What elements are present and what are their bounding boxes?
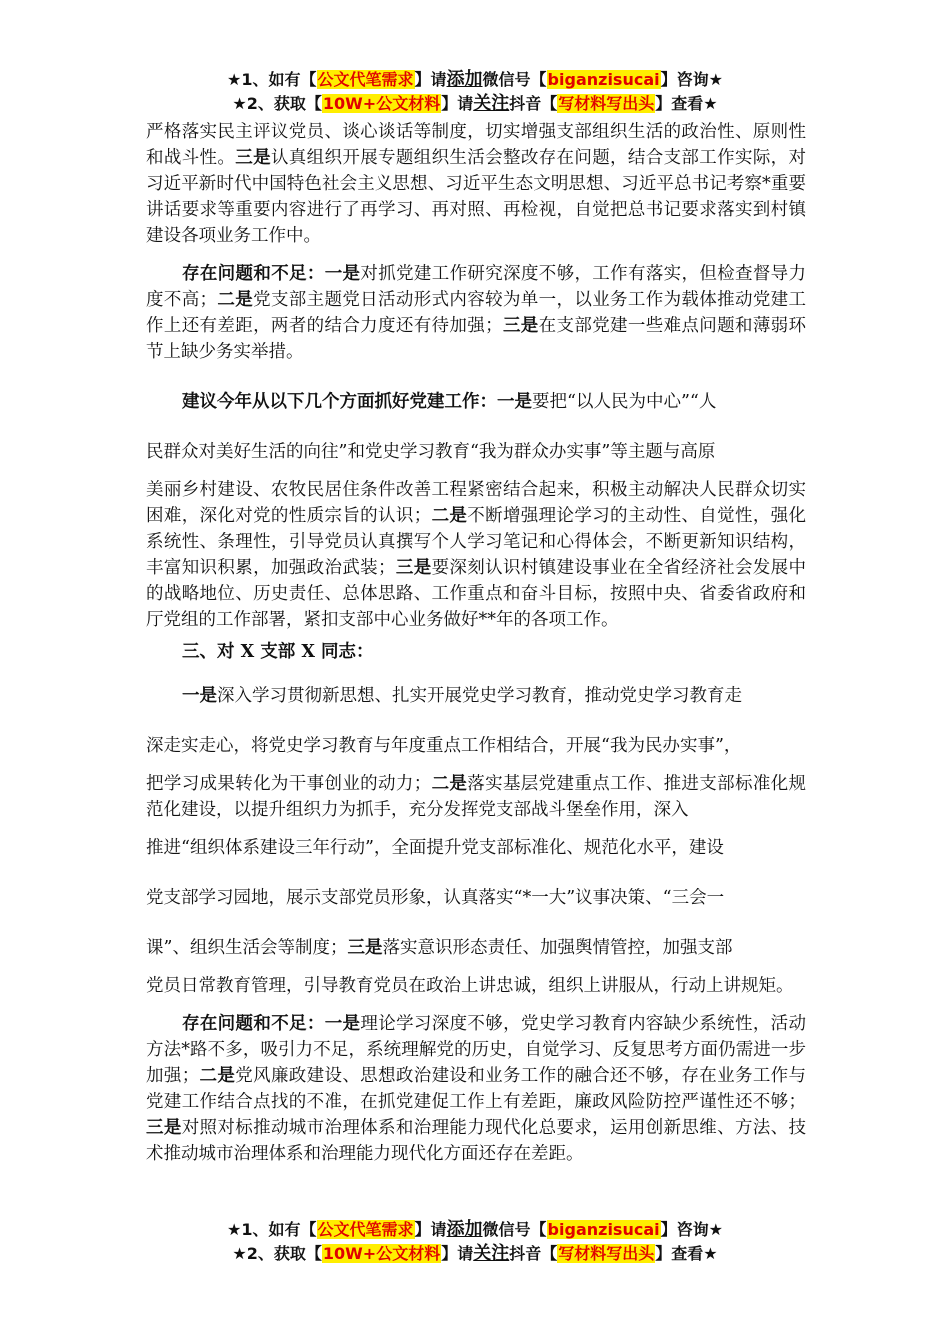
promo-text: ★2、获取【 [232, 1244, 322, 1263]
text: 不断增强理论学习的主动性、自觉性，强化系统性、条理性，引导党员认真撰写个人学习笔记和心得体会，不断更新知识结构，丰富知识积累，加强政治武装； [146, 506, 807, 578]
text: 对抓党建工作研究深度不够，工作有落实，但检查督导力度不高； [146, 264, 807, 310]
text-line: 深走实走心，将党史学习教育与年度重点工作相结合，开展“我为民办实事”， [146, 736, 742, 756]
text-line: 党支部学习园地，展示支部党员形象，认真落实“*一大”议事决策、“三会一 [146, 888, 725, 908]
text: 落实意识形态责任、加强舆情管控，加强支部 [382, 938, 733, 958]
promo-emphasis: 关注 [473, 93, 510, 114]
paragraph-problems-2 [146, 1011, 806, 1167]
promo-highlight: 公文代笔需求 [317, 70, 414, 89]
promo-banner-top [0, 68, 950, 116]
text: 课”、组织生活会等制度； [146, 938, 348, 958]
promo-text: 】请 [441, 1244, 474, 1263]
promo-text: 】查看★ [655, 1244, 718, 1263]
paragraph-suggestions [146, 377, 806, 633]
bold-marker: 二是 [217, 290, 254, 310]
text: 深入学习贯彻新思想、扎实开展党史学习教育，推动党史学习教育走 [217, 686, 742, 706]
text-line: 推进“组织体系建设三年行动”，全面提升党支部标准化、规范化水平，建设 [146, 838, 724, 858]
promo-banner-bottom [0, 1218, 950, 1266]
bold-marker: 一是 [324, 1014, 361, 1034]
text: 落实基层党建重点工作、推进支部标准化规范化建设，以提升组织力为抓手，充分发挥党支部战斗堡垒作用，深入 [146, 774, 807, 820]
promo-line-2 [0, 1242, 950, 1266]
promo-text: 】请 [414, 1220, 447, 1239]
promo-highlight: 10W+公文材料 [322, 94, 441, 113]
promo-text: ★1、如有【 [227, 70, 317, 89]
document-body [146, 119, 806, 1167]
section-heading: 存在问题和不足： [182, 1014, 325, 1034]
promo-line-1 [0, 1218, 950, 1242]
text-line [146, 671, 806, 721]
text: 美丽乡村建设、农牧民居住条件改善工程紧密结合起来，积极主动解决人民群众切实困难，深化对党的性质宗旨的认识； [146, 480, 806, 526]
promo-highlight: 公文代笔需求 [317, 1220, 414, 1239]
text-line: 民群众对美好生活的向往”和党史学习教育“我为群众办实事”等主题与高原 [146, 442, 716, 462]
text-line [146, 477, 806, 633]
promo-highlight: 10W+公文材料 [322, 1244, 441, 1263]
bold-marker: 三是 [146, 1118, 182, 1138]
promo-emphasis: 添加 [446, 1219, 483, 1240]
text-line [146, 923, 806, 973]
section-heading: 建议今年从以下几个方面抓好党建工作： [182, 392, 497, 412]
bold-marker: 一是 [182, 686, 217, 706]
promo-text: 】咨询★ [660, 70, 723, 89]
paragraph-1 [146, 119, 806, 249]
bold-marker: 三是 [347, 938, 383, 958]
paragraph-comrade [146, 671, 806, 999]
promo-douyin-id: 写材料写出头 [558, 94, 655, 113]
text: 在支部党建一些难点问题和薄弱环节上缺少务实举措。 [146, 316, 807, 362]
text: 对照对标推动城市治理体系和治理能力现代化总要求，运用创新思维、方法、技术推动城市治理体系和治理能力现代化方面还存在差距。 [146, 1118, 807, 1164]
promo-text: 抖音【 [509, 1244, 558, 1263]
promo-text: 微信号【 [482, 70, 547, 89]
text: 要把“以人民为中心”“人 [532, 392, 717, 412]
promo-wechat-id: biganzisucai [547, 1220, 660, 1239]
text: 认真组织开展专题组织生活会整改存在问题，结合支部工作实际，对习近平新时代中国特色社会主义思想、习近平生态文明思想、习近平总书记考察*重要讲话要求等重要内容进行了再学习、再对照、再检视，自觉把总书记要求落实到村镇建设各项业务工作中。 [146, 148, 807, 246]
text-line [146, 377, 806, 427]
text-line: 党员日常教育管理，引导教育党员在政治上讲忠诚，组织上讲服从，行动上讲规矩。 [146, 976, 794, 996]
text: 党风廉政建设、思想政治建设和业务工作的融合还不够，存在业务工作与党建工作结合点找的不准，在抓党建促工作上有差距，廉政风险防控严谨性还不够； [146, 1066, 807, 1112]
text: 要深刻认识村镇建设事业在全省经济社会发展中的战略地位、历史责任、总体思路、工作重点和奋斗目标，按照中央、省委省政府和厅党组的工作部署，紧扣支部中心业务做好**年的各项工作。 [146, 558, 807, 630]
section-heading: 存在问题和不足： [182, 264, 325, 284]
text: 把学习成果转化为干事创业的动力； [146, 774, 432, 794]
promo-line-2 [0, 92, 950, 116]
promo-emphasis: 添加 [446, 69, 483, 90]
paragraph-problems-1 [146, 261, 806, 365]
text-line [146, 771, 806, 823]
promo-text: 】咨询★ [660, 1220, 723, 1239]
promo-douyin-id: 写材料写出头 [558, 1244, 655, 1263]
promo-text: ★2、获取【 [232, 94, 322, 113]
bold-marker: 三是 [395, 558, 432, 578]
promo-line-1 [0, 68, 950, 92]
text: 严格落实民主评议党员、谈心谈话等制度，切实增强支部组织生活的政治性、原则性和战斗性。 [146, 122, 806, 168]
promo-text: 】查看★ [655, 94, 718, 113]
text: 党支部主题党日活动形式内容较为单一，以业务工作为载体推动党建工作上还有差距，两者的结合力度还有待加强； [146, 290, 807, 336]
promo-text: 】请 [441, 94, 474, 113]
promo-text: 】请 [414, 70, 447, 89]
bold-marker: 一是 [324, 264, 361, 284]
promo-text: 微信号【 [482, 1220, 547, 1239]
bold-marker: 二是 [431, 506, 468, 526]
bold-marker: 二是 [431, 774, 468, 794]
bold-marker: 三是 [502, 316, 539, 336]
text: 理论学习深度不够，党史学习教育内容缺少系统性，活动方法*路不多，吸引力不足，系统理解党的历史，自觉学习、反复思考方面仍需进一步加强； [146, 1014, 807, 1086]
bold-marker: 三是 [235, 148, 271, 168]
promo-text: 抖音【 [509, 94, 558, 113]
bold-marker: 二是 [199, 1066, 236, 1086]
section-heading-3: 三、对 X 支部 X 同志： [182, 642, 374, 662]
bold-marker: 一是 [497, 392, 532, 412]
promo-wechat-id: biganzisucai [547, 70, 660, 89]
promo-text: ★1、如有【 [227, 1220, 317, 1239]
promo-emphasis: 关注 [473, 1243, 510, 1264]
